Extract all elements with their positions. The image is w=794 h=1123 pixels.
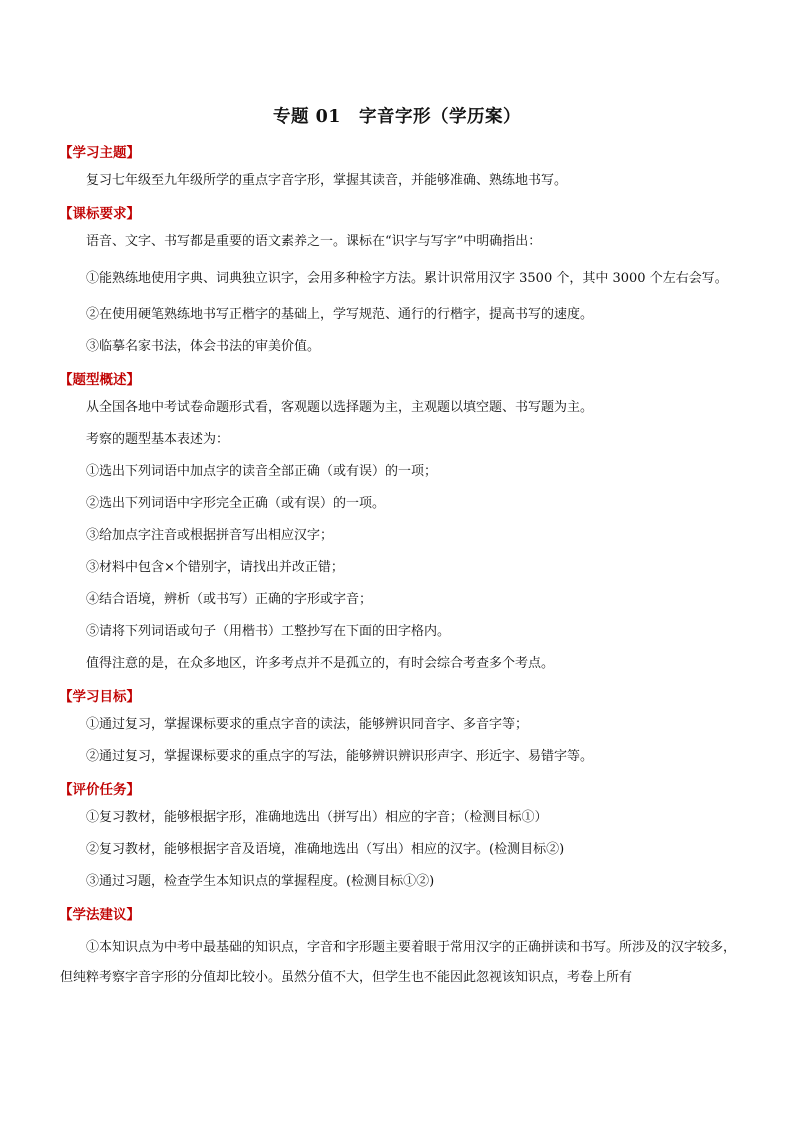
paragraph: 语音、文字、书写都是重要的语文素养之一。课标在“识字与写字”中明确指出： [86, 234, 542, 249]
paragraph: ①复习教材，能够根据字形，准确地选出（拼写出）相应的字音；（检测目标①） [86, 810, 548, 825]
paragraph: ②通过复习，掌握课标要求的重点字的写法，能够辨识辨识形声字、形近字、易错字等。 [86, 749, 594, 764]
paragraph: ①选出下列词语中加点字的读音全部正确（或有误）的一项； [86, 464, 438, 479]
document-body [60, 142, 740, 996]
section-heading-learning-goals: 【学习目标】 [59, 689, 140, 705]
paragraph: ①能熟练地使用字典、词典独立识字，会用多种检字方法。累计识常用汉字 3500 个，其中 3000 个左右会写。 [86, 271, 728, 286]
paragraph: ⑤请将下列词语或句子（用楷书）工整抄写在下面的田字格内。 [86, 624, 451, 639]
paragraph: ②复习教材，能够根据字音及语境，准确地选出（写出）相应的汉字。(检测目标②) [86, 842, 565, 857]
page-title: 专题 01 字音字形（学历案） [273, 107, 521, 127]
paragraph: 值得注意的是，在众多地区，许多考点并不是孤立的，有时会综合考查多个考点。 [86, 656, 555, 671]
paragraph: 考察的题型基本表述为： [86, 432, 230, 447]
paragraph: ①通过复习，掌握课标要求的重点字音的读法，能够辨识同音字、多音字等； [86, 717, 529, 732]
section-heading-question-types: 【题型概述】 [59, 372, 140, 388]
paragraph: 从全国各地中考试卷命题形式看，客观题以选择题为主，主观题以填空题、书写题为主。 [86, 400, 594, 415]
paragraph: 复习七年级至九年级所学的重点字音字形，掌握其读音，并能够准确、熟练地书写。 [86, 173, 568, 188]
section-heading-assessment-tasks: 【评价任务】 [59, 782, 140, 798]
paragraph: ③通过习题，检查学生本知识点的掌握程度。(检测目标①②) [86, 874, 435, 889]
section-heading-curriculum-requirements: 【课标要求】 [59, 206, 140, 222]
paragraph: ④结合语境，辨析（或书写）正确的字形或字音； [86, 592, 373, 607]
paragraph: ③临摹名家书法，体会书法的审美价值。 [86, 339, 321, 354]
section-heading-learning-theme: 【学习主题】 [59, 145, 140, 161]
paragraph: ②选出下列词语中字形完全正确（或有误）的一项。 [86, 496, 386, 511]
paragraph: ②在使用硬笔熟练地书写正楷字的基础上，学写规范、通行的行楷字，提高书写的速度。 [86, 307, 594, 322]
section-heading-study-advice: 【学法建议】 [59, 907, 140, 923]
paragraph: ③给加点字注音或根据拼音写出相应汉字； [86, 528, 334, 543]
paragraph: ①本知识点为中考中最基础的知识点，字音和字形题主要着眼于常用汉字的正确拼读和书写。所涉及的汉字较多，但纯粹考察字音字形的分值却比较小。虽然分值不大，但学生也不能因此忽视该知识点，考卷上所有 [60, 940, 737, 985]
paragraph: ③材料中包含×个错别字，请找出并改正错； [86, 560, 344, 575]
